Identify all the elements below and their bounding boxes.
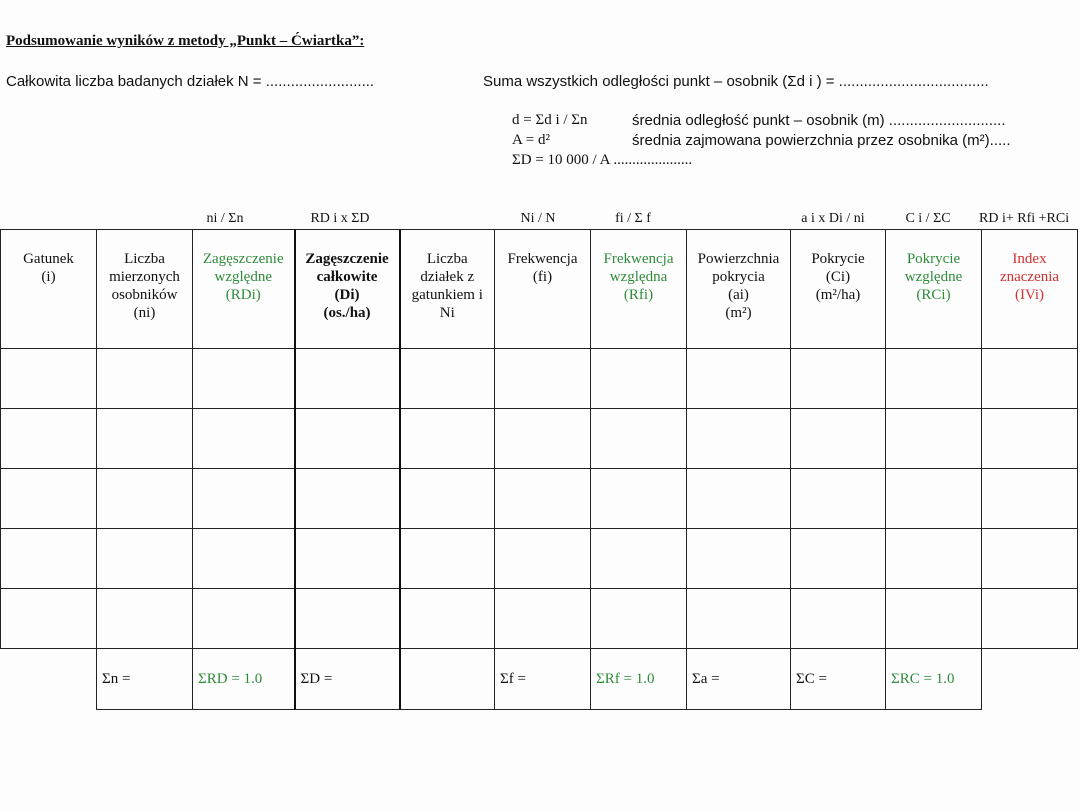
sum-cell[interactable]: ΣRC = 1.0: [886, 649, 982, 710]
table-cell[interactable]: [982, 469, 1078, 529]
table-cell[interactable]: [97, 349, 193, 409]
sum-cell[interactable]: ΣRD = 1.0: [193, 649, 295, 710]
column-header: [591, 230, 687, 349]
table-cell[interactable]: [97, 529, 193, 589]
column-header-line: (fi): [532, 269, 553, 285]
table-cell[interactable]: [886, 349, 982, 409]
column-header-line: Pokrycie: [906, 251, 961, 267]
table-cell[interactable]: [193, 349, 295, 409]
column-header: [687, 230, 791, 349]
table-cell[interactable]: [295, 469, 400, 529]
table-cell[interactable]: [400, 589, 495, 649]
table-cell[interactable]: [791, 409, 886, 469]
distance-sum-line: Suma wszystkich odległości punkt – osobnik (Σd i ) = ....................................: [483, 73, 989, 90]
table-cell[interactable]: [193, 529, 295, 589]
table-row: [1, 589, 1078, 649]
formula-label-c: a i x Di / ni: [801, 211, 865, 226]
column-header-line: Zagęszczenie: [202, 251, 284, 267]
table-cell[interactable]: [687, 589, 791, 649]
column-header-line: (Rfi): [623, 287, 654, 303]
table-cell[interactable]: [791, 349, 886, 409]
column-header-line: (m²/ha): [815, 287, 861, 303]
sum-cell[interactable]: [400, 649, 495, 710]
table-cell[interactable]: [193, 589, 295, 649]
table-cell[interactable]: [687, 409, 791, 469]
column-header: [97, 230, 193, 349]
formula-area-desc: średnia zajmowana powierzchnia przez osobnika (m²).....: [632, 132, 1011, 149]
column-header-line: (ai): [728, 287, 749, 303]
column-header-line: (RDi): [225, 287, 261, 303]
table-row: [1, 469, 1078, 529]
table-cell[interactable]: [982, 529, 1078, 589]
column-header-line: (m²): [725, 305, 752, 321]
column-header-line: (RCi): [916, 287, 951, 303]
column-header: [400, 230, 495, 349]
formula-label-f: Ni / N: [520, 211, 556, 226]
table-cell[interactable]: [97, 469, 193, 529]
sum-blank-cell: [1, 649, 97, 710]
column-header-line: (ni): [133, 305, 156, 321]
table-row: [1, 349, 1078, 409]
column-header: [886, 230, 982, 349]
column-header-line: działek z: [420, 269, 475, 285]
table-cell[interactable]: [791, 589, 886, 649]
table-cell[interactable]: [791, 529, 886, 589]
formula-label-iv: RD i+ Rfi +RCi: [979, 211, 1070, 226]
table-cell[interactable]: [886, 409, 982, 469]
sum-cell[interactable]: ΣRf = 1.0: [591, 649, 687, 710]
table-cell[interactable]: [97, 589, 193, 649]
table-cell[interactable]: [687, 349, 791, 409]
table-cell[interactable]: [400, 349, 495, 409]
sum-blank-cell: [982, 649, 1078, 710]
table-cell[interactable]: [495, 409, 591, 469]
column-header-line: mierzonych: [109, 269, 180, 285]
formula-mean-distance: d = Σd i / Σn: [512, 112, 588, 128]
table-cell[interactable]: [982, 589, 1078, 649]
table-cell[interactable]: [295, 529, 400, 589]
table-cell[interactable]: [495, 529, 591, 589]
formula-total-density: ΣD = 10 000 / A .....................: [512, 152, 693, 168]
formula-label-rd: ni / Σn: [206, 211, 244, 226]
table-cell[interactable]: [982, 349, 1078, 409]
column-header-line: całkowite: [316, 269, 378, 285]
table-cell[interactable]: [193, 409, 295, 469]
column-header-line: (Ci): [825, 269, 851, 285]
column-header-line: (Di): [334, 287, 360, 303]
column-header: [1, 230, 97, 349]
table-cell[interactable]: [1, 349, 97, 409]
table-row: [1, 529, 1078, 589]
column-header: [495, 230, 591, 349]
table-cell[interactable]: [295, 589, 400, 649]
table-cell[interactable]: [886, 469, 982, 529]
column-header-line: Pokrycie: [811, 251, 865, 267]
table-cell[interactable]: [886, 589, 982, 649]
table-row: [1, 409, 1078, 469]
column-header-line: Powierzchnia: [697, 251, 780, 267]
sum-cell[interactable]: ΣD =: [295, 649, 400, 710]
table-cell[interactable]: [1, 409, 97, 469]
page-title: Podsumowanie wyników z metody „Punkt – Ćwiartka”:: [6, 33, 365, 49]
column-header-line: Ni: [439, 305, 455, 321]
table-cell[interactable]: [591, 349, 687, 409]
table-cell[interactable]: [295, 349, 400, 409]
table-cell[interactable]: [1, 469, 97, 529]
table-cell[interactable]: [982, 409, 1078, 469]
column-header-line: względne: [904, 269, 963, 285]
table-cell[interactable]: [495, 469, 591, 529]
sum-cell[interactable]: Σa =: [687, 649, 791, 710]
sum-row: [1, 649, 1078, 710]
sum-cell[interactable]: Σf =: [495, 649, 591, 710]
column-header-line: Liczba: [426, 251, 468, 267]
column-header: [193, 230, 295, 349]
table-cell[interactable]: [400, 529, 495, 589]
column-header-line: gatunkiem i: [411, 287, 483, 303]
column-header-line: znaczenia: [999, 269, 1060, 285]
table-cell[interactable]: [295, 409, 400, 469]
column-header: [791, 230, 886, 349]
results-table: [0, 229, 1078, 710]
table-header-row: [1, 230, 1078, 349]
formula-label-rf: fi / Σ f: [615, 211, 651, 226]
sum-cell[interactable]: ΣC =: [791, 649, 886, 710]
table-cell[interactable]: [495, 589, 591, 649]
column-header-line: (os./ha): [323, 305, 371, 321]
column-header-line: Gatunek: [23, 251, 74, 267]
column-header-line: Frekwencja: [507, 251, 578, 267]
table-cell[interactable]: [1, 589, 97, 649]
table-cell[interactable]: [193, 469, 295, 529]
column-header-line: Zagęszczenie: [305, 251, 389, 267]
table-cell[interactable]: [791, 469, 886, 529]
table-cell[interactable]: [591, 469, 687, 529]
formula-label-rc: C i / ΣC: [905, 211, 951, 226]
table-cell[interactable]: [400, 469, 495, 529]
table-cell[interactable]: [1, 529, 97, 589]
formula-mean-distance-desc: średnia odległość punkt – osobnik (m) ............................: [632, 112, 1006, 129]
formula-area: A = d²: [512, 132, 550, 148]
table-cell[interactable]: [886, 529, 982, 589]
column-header-line: względna: [609, 269, 668, 285]
table-cell[interactable]: [591, 529, 687, 589]
column-header: [982, 230, 1078, 349]
column-header-line: Frekwencja: [603, 251, 674, 267]
column-header-line: Liczba: [124, 251, 165, 267]
column-header-line: Index: [1012, 251, 1047, 267]
column-header-line: względne: [214, 269, 272, 285]
table-cell[interactable]: [495, 349, 591, 409]
plots-count-line: Całkowita liczba badanych działek N = ..........................: [6, 73, 375, 90]
formula-label-d: RD i x ΣD: [310, 211, 370, 226]
column-header-line: (IVi): [1014, 287, 1045, 303]
table-cell[interactable]: [687, 529, 791, 589]
column-header-line: osobników: [111, 287, 178, 303]
column-header-line: (i): [41, 269, 56, 285]
table-cell[interactable]: [97, 409, 193, 469]
table-cell[interactable]: [591, 409, 687, 469]
table-cell[interactable]: [400, 409, 495, 469]
table-cell[interactable]: [687, 469, 791, 529]
sum-cell[interactable]: Σn =: [97, 649, 193, 710]
column-header: [295, 230, 400, 349]
column-header-line: pokrycia: [712, 269, 765, 285]
table-cell[interactable]: [591, 589, 687, 649]
